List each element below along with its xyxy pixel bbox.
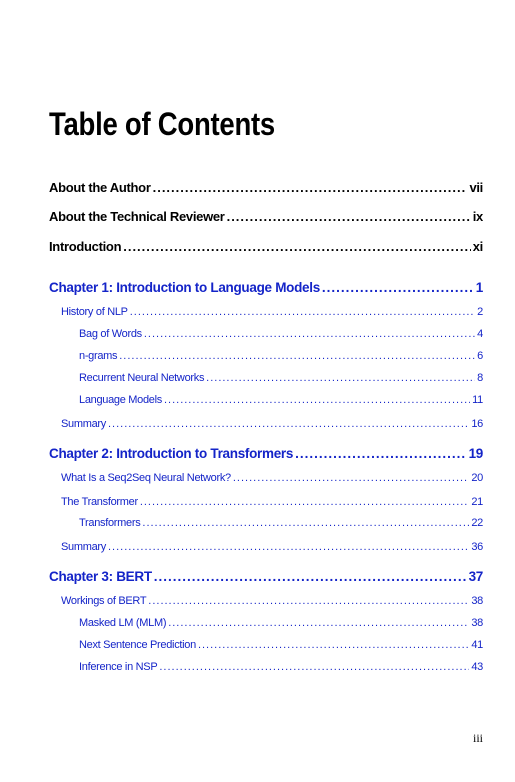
dot-leader [159,661,469,673]
dot-leader [227,209,471,224]
toc-entry-workings-of-bert[interactable] [61,595,483,607]
dot-leader [206,372,475,384]
toc-entry-summary-ch2[interactable] [61,541,483,553]
dot-leader [144,328,475,340]
page-title: Table of Contents [49,106,275,142]
toc-entry-label: Summary [61,541,106,553]
toc-entry-page: 41 [471,639,483,651]
toc-entry-label: Chapter 2: Introduction to Transformers [49,446,294,461]
toc-entry-label: About the Author [49,180,151,195]
toc-entry-label: Next Sentence Prediction [79,639,196,651]
toc-entry-transformers[interactable] [79,517,483,529]
dot-leader [140,496,470,508]
dot-leader [164,394,470,406]
toc-entry-next-sentence-prediction[interactable] [79,639,483,651]
toc-entry-page: 4 [477,328,483,340]
dot-leader [154,569,467,584]
toc-entry-page: 16 [471,418,483,430]
toc-entry-label: Chapter 1: Introduction to Language Models [49,280,320,295]
toc-entry-label: The Transformer [61,496,138,508]
dot-leader [108,418,469,430]
toc-entry-history-of-nlp[interactable] [61,306,483,318]
toc-entry-page: 43 [471,661,483,673]
toc-entry-label: Summary [61,418,106,430]
dot-leader [130,306,475,318]
toc-entry-page: 19 [468,446,483,461]
toc-entry-seq2seq[interactable] [61,472,483,484]
toc-entry-label: Introduction [49,239,122,254]
toc-entry-language-models[interactable] [79,394,483,406]
toc-entry-about-reviewer[interactable] [49,209,483,224]
toc-entry-label: n-grams [79,350,118,362]
dot-leader [168,617,469,629]
dot-leader [108,541,469,553]
toc-entry-page: 11 [472,394,483,406]
toc-entry-label: History of NLP [61,306,128,318]
toc-entry-page: ix [472,209,483,224]
toc-entry-summary-ch1[interactable] [61,418,483,430]
dot-leader [123,239,471,254]
page-number: iii [472,731,483,745]
toc-entry-chapter-1[interactable] [49,280,483,295]
dot-leader [153,180,468,195]
dot-leader [233,472,470,484]
toc-entry-the-transformer[interactable] [61,496,483,508]
toc-entry-page: xi [472,239,483,254]
toc-entry-page: 38 [471,595,483,607]
toc-entry-inference-in-nsp[interactable] [79,661,483,673]
toc-entry-chapter-3[interactable] [49,569,483,584]
toc-entry-page: 8 [477,372,483,384]
toc-entry-page: 22 [471,517,483,529]
toc-entry-page: vii [469,180,483,195]
dot-leader [119,350,475,362]
toc-entry-label: About the Technical Reviewer [49,209,225,224]
toc-entry-page: 36 [471,541,483,553]
toc-entry-recurrent-neural-networks[interactable] [79,372,483,384]
dot-leader [148,595,469,607]
toc-entry-label: Bag of Words [79,328,142,340]
dot-leader [322,280,474,295]
toc-entry-page: 6 [477,350,483,362]
toc-entry-label: Recurrent Neural Networks [79,372,205,384]
toc-entry-page: 38 [471,617,483,629]
toc-entry-label: Masked LM (MLM) [79,617,167,629]
toc-entry-page: 2 [477,306,483,318]
toc-entry-masked-lm[interactable] [79,617,483,629]
toc-entry-label: Chapter 3: BERT [49,569,152,584]
dot-leader [295,446,467,461]
toc-entry-label: Workings of BERT [61,595,147,607]
toc-entry-label: Transformers [79,517,141,529]
toc-entry-chapter-2[interactable] [49,446,483,461]
toc-entry-n-grams[interactable] [79,350,483,362]
toc-entry-label: Inference in NSP [79,661,158,673]
toc-entry-bag-of-words[interactable] [79,328,483,340]
toc-entry-about-author[interactable] [49,180,483,195]
toc-entry-page: 1 [475,280,483,295]
toc-entry-label: Language Models [79,394,162,406]
toc-entry-page: 20 [471,472,483,484]
toc-entry-page: 21 [471,496,483,508]
toc-entry-label: What Is a Seq2Seq Neural Network? [61,472,231,484]
dot-leader [198,639,469,651]
dot-leader [142,517,469,529]
toc-entry-introduction[interactable] [49,239,483,254]
toc-entry-page: 37 [468,569,483,584]
